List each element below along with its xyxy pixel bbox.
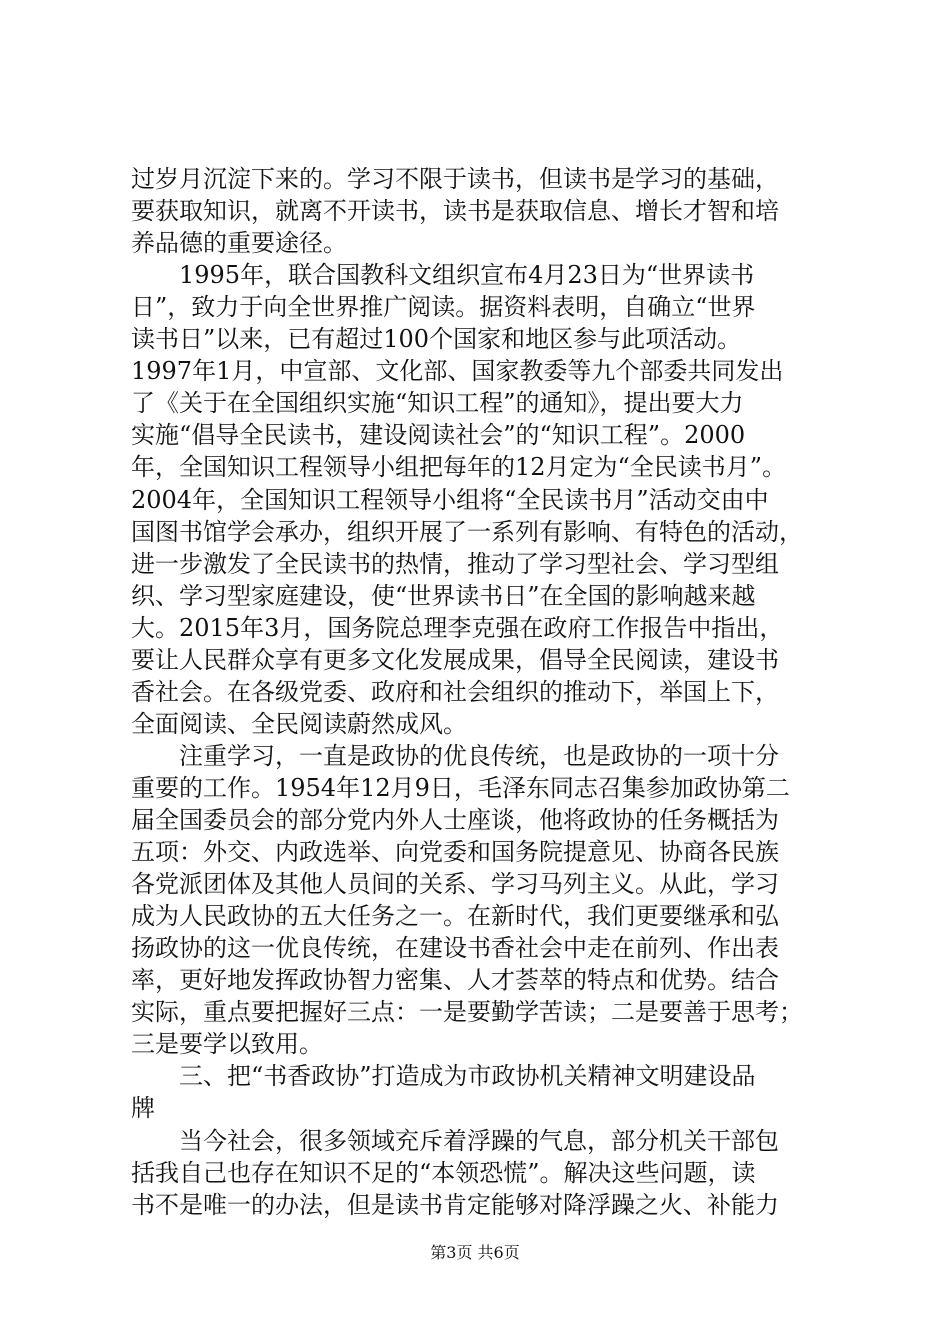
- text-line: 国图书馆学会承办，组织开展了一系列有影响、有特色的活动，: [131, 517, 803, 546]
- text-line: 进一步激发了全民读书的热情，推动了学习型社会、学习型组: [131, 549, 779, 578]
- text-line: 实施“倡导全民读书，建设阅读社会”的“知识工程”。2000: [131, 421, 746, 450]
- text-line: 五项：外交、内政选举、向党委和国务院提意见、协商各民族: [131, 838, 779, 867]
- text-line: 了《关于在全国组织实施“知识工程”的通知》，提出要大力: [131, 389, 744, 418]
- text-line: 牌: [131, 1094, 155, 1123]
- text-line: 全面阅读、全民阅读蔚然成风。: [131, 709, 467, 738]
- text-line: 注重学习，一直是政协的优良传统，也是政协的一项十分: [131, 741, 779, 770]
- text-line: 织、学习型家庭建设，使“世界读书日”在全国的影响越来越: [131, 581, 756, 610]
- text-line: 2004年，全国知识工程领导小组将“全民读书月”活动交由中: [131, 485, 769, 514]
- text-line: 读书日”以来，已有超过100个国家和地区参与此项活动。: [131, 325, 742, 354]
- text-line: 要让人民群众享有更多文化发展成果，倡导全民阅读，建设书: [131, 645, 779, 674]
- text-line: 香社会。在各级党委、政府和社会组织的推动下，举国上下，: [131, 677, 779, 706]
- text-line: 实际，重点要把握好三点：一是要勤学苦读；二是要善于思考；: [131, 998, 803, 1027]
- text-line: 率，更好地发挥政协智力密集、人才荟萃的特点和优势。结合: [131, 966, 779, 995]
- text-line: 日”，致力于向全世界推广阅读。据资料表明，自确立“世界: [131, 293, 756, 322]
- text-line: 括我自己也存在知识不足的“本领恐慌”。解决这些问题，读: [131, 1158, 756, 1187]
- text-line: 过岁月沉淀下来的。学习不限于读书，但读书是学习的基础，: [131, 165, 779, 193]
- text-line: 各党派团体及其他人员间的关系、学习马列主义。从此，学习: [131, 870, 779, 899]
- text-line: 1997年1月，中宣部、文化部、国家教委等九个部委共同发出: [131, 357, 784, 386]
- text-line: 大。2015年3月，国务院总理李克强在政府工作报告中指出，: [131, 613, 784, 642]
- text-line: 成为人民政协的五大任务之一。在新时代，我们更要继承和弘: [131, 902, 779, 931]
- text-line: 书不是唯一的办法，但是读书肯定能够对降浮躁之火、补能力: [131, 1190, 779, 1219]
- text-line: 1995年，联合国教科文组织宣布4月23日为“世界读书: [131, 261, 755, 290]
- page-number-footer: 第3页 共6页: [430, 1243, 520, 1262]
- text-line: 要获取知识，就离不开读书，读书是获取信息、增长才智和培: [131, 197, 779, 226]
- text-line: 三是要学以致用。: [131, 1030, 323, 1059]
- text-line: 扬政协的这一优良传统，在建设书香社会中走在前列、作出表: [131, 934, 779, 963]
- text-line: 届全国委员会的部分党内外人士座谈，他将政协的任务概括为: [131, 806, 779, 834]
- text-line: 重要的工作。1954年12月9日，毛泽东同志召集参加政协第二: [131, 773, 790, 802]
- text-line: 年，全国知识工程领导小组把每年的12月定为“全民读书月”。: [131, 453, 787, 482]
- text-line: 当今社会，很多领域充斥着浮躁的气息，部分机关干部包: [131, 1126, 779, 1155]
- text-line: 三、把“书香政协”打造成为市政协机关精神文明建设品: [131, 1062, 756, 1091]
- text-line: 养品德的重要途径。: [131, 229, 347, 258]
